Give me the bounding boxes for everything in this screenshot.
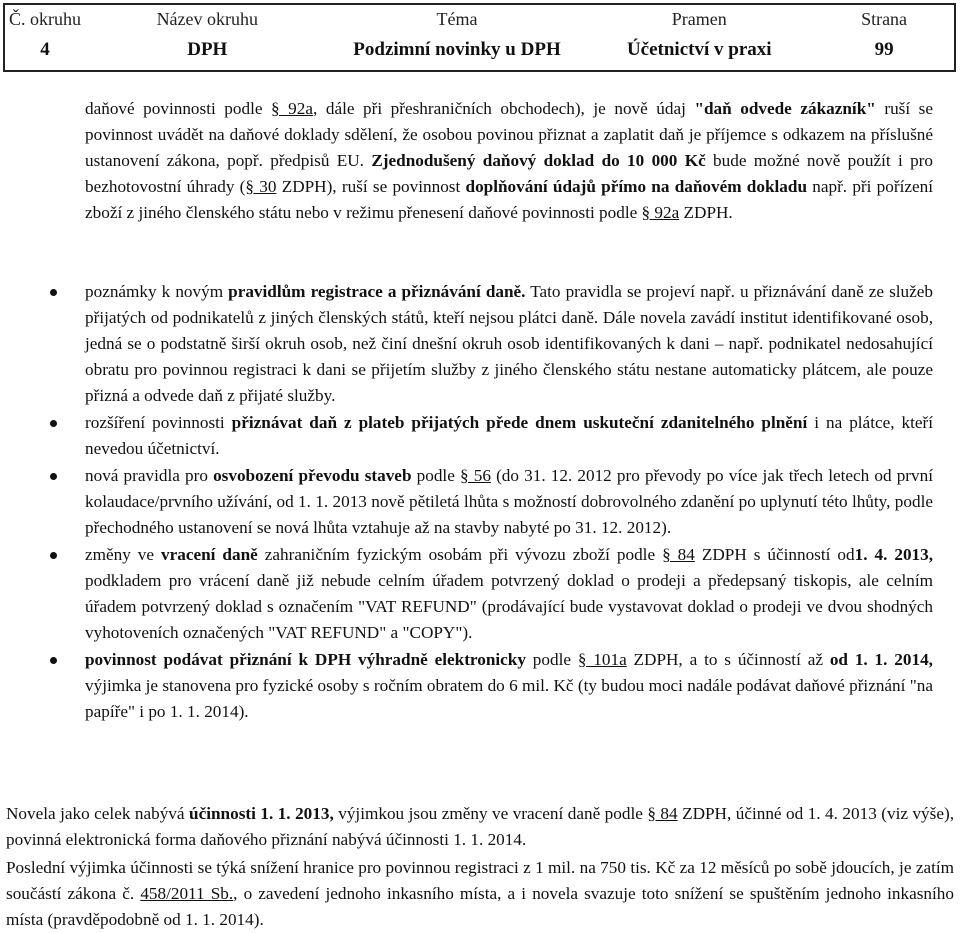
bullet-icon — [50, 552, 57, 559]
bullet-icon — [50, 420, 57, 427]
intro-paragraph: daňové povinnosti podle § 92a, dále při přeshraničních obchodech), je nově údaj "daň odvede zákazník" ruší se povinnost uvádět na daňové doklady sdělení, že osobou povinou přiznat a zaplatit daň je příjemce s odkazem na příslušné ustanovení zákona, popř. předpisů EU. Zjednodušený daňový doklad do 10 000 Kč bude možné nově použít i pro bezhotovostní úhrady (§ 30 ZDPH), ruší se povinnost doplňování údajů přímo na daňovém dokladu např. při pořízení zboží z jiného členského státu nebo v režimu přenesení daňové povinnosti podle § 92a ZDPH. — [85, 99, 934, 222]
list-item: nová pravidla pro osvobození převodu staveb podle § 56 (do 31. 12. 2012 pro převody po více jak třech letech od první kolaudace/prvního užívání, od 1. 1. 2013 nově pětiletá lhůta s možností dobrovolného zdanění po uplynutí této lhůty, podle přechodného ustanovení se nová lhůta vztahuje až na stavby nabyté po 31. 12. 2012). — [85, 463, 933, 541]
law-reference-link[interactable]: § 84 — [662, 545, 695, 564]
document-header-table — [3, 3, 956, 72]
header-label-page: Strana — [861, 8, 908, 29]
law-reference-link[interactable]: § 30 — [245, 177, 277, 196]
bullet-icon — [50, 657, 57, 664]
law-reference-link[interactable]: § 92a — [271, 99, 314, 118]
bullet-icon — [50, 289, 57, 296]
closing-paragraph-1: Novela jako celek nabývá účinnosti 1. 1. 2013, výjimkou jsou změny ve vracení daně podle § 84 ZDPH, účinné od 1. 4. 2013 (viz výše), povinná elektronická forma daňového přiznání nabývá účinnosti 1. 1. 2014. — [6, 804, 954, 849]
header-value-topic: Podzimní novinky u DPH — [353, 39, 561, 60]
closing-paragraph-2: Poslední výjimka účinnosti se týká snížení hranice pro povinnou registraci z 1 mil. na 750 tis. Kč za 12 měsíců po sobě jdoucích, je zatím součástí zákona č. 458/2011 Sb., o zavedení jednoho inkasního místa, a i novela svazuje toto snížení se spuštěním jednoho inkasního místa (pravděpodobně od 1. 1. 2014). — [6, 858, 954, 929]
header-value-source: Účetnictví v praxi — [626, 39, 772, 60]
header-label-section: Název okruhu — [156, 8, 259, 29]
law-reference-link[interactable]: § 56 — [459, 466, 491, 485]
header-value-section: DPH — [187, 39, 228, 60]
bullet-list — [85, 279, 933, 726]
list-item: rozšíření povinnosti přiznávat daň z plateb přijatých přede dnem uskuteční zdanitelného plnění i na plátce, kteří nevedou účetnictví. — [85, 410, 933, 462]
bullet-icon — [50, 473, 57, 480]
header-label-number: Č. okruhu — [8, 8, 81, 29]
list-item: změny ve vracení daně zahraničním fyzickým osobám při vývozu zboží podle § 84 ZDPH s účinností od1. 4. 2013, podkladem pro vrácení daně již nebude celním úřadem potvrzený doklad o prodeji a předepsaný tiskopis, ale celním úřadem potvrzený doklad s označením "VAT REFUND" (prodávající bude vystavovat doklad o prodeji ve dvou shodných vyhotoveních označených "VAT REFUND" a "COPY"). — [85, 542, 933, 646]
list-item: poznámky k novým pravidlům registrace a přiznávání daně. Tato pravidla se projeví např. u přiznávání daně ze služeb přijatých od podnikatelů z jiných členských států, kteří nejsou plátci daně. Dále novela zavádí institut identifikované osob, jedná se o podstatně širší okruh osob, než činí dnešní okruh osob identifikovaných k dani – např. podnikatel nedosahující obratu pro povinnou registraci k dani se přijetím služby z jiného členského státu nestane automaticky plátcem, ale pouze přizná a odvede daň z přijaté služby. — [85, 279, 933, 409]
header-label-source: Pramen — [671, 8, 727, 29]
list-item: povinnost podávat přiznání k DPH výhradně elektronicky podle § 101a ZDPH, a to s účinností až od 1. 1. 2014, výjimka je stanovena pro fyzické osoby s ročním obratem do 6 mil. Kč (ty budou moci nadále podávat daňové přiznání "na papíře" i po 1. 1. 2014). — [85, 647, 933, 725]
header-label-topic: Téma — [436, 8, 478, 29]
law-reference-link[interactable]: § 92a — [641, 203, 680, 222]
law-reference-link[interactable]: § 84 — [647, 804, 678, 823]
law-reference-link[interactable]: § 101a — [577, 650, 627, 669]
header-value-number: 4 — [40, 39, 50, 60]
law-reference-link[interactable]: 458/2011 Sb. — [140, 884, 234, 903]
header-value-page: 99 — [874, 39, 894, 60]
